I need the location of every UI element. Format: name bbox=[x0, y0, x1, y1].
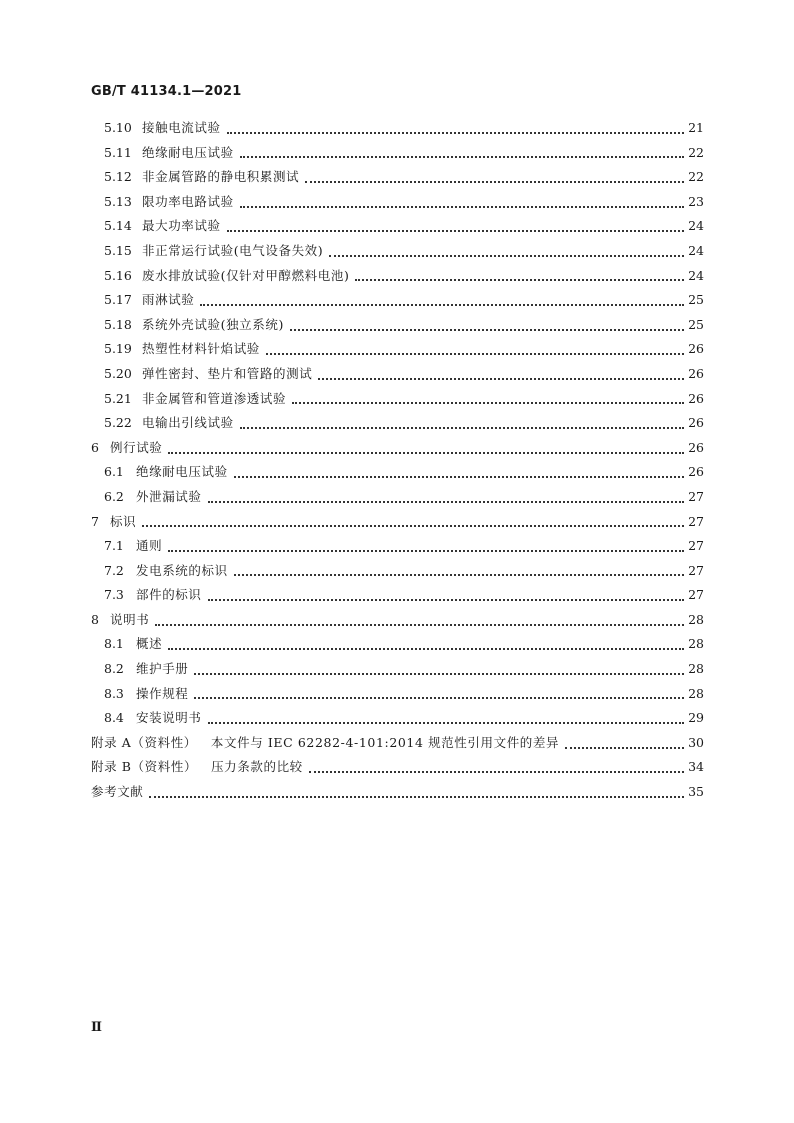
toc-entry-page: 26 bbox=[688, 464, 704, 480]
toc-entry-5-22[interactable] bbox=[0, 411, 794, 436]
toc-entry-title: 参考文献 bbox=[91, 784, 144, 800]
dot-leader bbox=[208, 500, 684, 503]
toc-entry-title: 操作规程 bbox=[136, 685, 189, 701]
dot-leader bbox=[149, 795, 684, 798]
toc-entry-5-10[interactable] bbox=[0, 116, 794, 141]
toc-entry-annex-b[interactable] bbox=[0, 755, 794, 780]
toc-entry-6[interactable] bbox=[0, 436, 794, 461]
toc-entry-page: 29 bbox=[688, 710, 704, 726]
toc-entry-page: 28 bbox=[688, 661, 704, 677]
toc-entry-title: 非金属管路的静电积累测试 bbox=[142, 169, 300, 185]
toc-entry-7-1[interactable] bbox=[0, 534, 794, 559]
toc-entry-title: 雨淋试验 bbox=[142, 292, 195, 308]
toc-entry-8-1[interactable] bbox=[0, 632, 794, 657]
toc-entry-number: 7.2 bbox=[104, 562, 124, 578]
toc-entry-page: 26 bbox=[688, 365, 704, 381]
toc-entry-8[interactable] bbox=[0, 608, 794, 633]
toc-entry-number: 7.1 bbox=[104, 538, 124, 554]
toc-entry-number: 5.17 bbox=[104, 292, 132, 308]
toc-entry-page: 25 bbox=[688, 292, 704, 308]
dot-leader bbox=[200, 303, 684, 306]
toc-entry-5-16[interactable] bbox=[0, 264, 794, 289]
toc-entry-number: 7 bbox=[91, 513, 99, 529]
dot-leader bbox=[292, 401, 684, 404]
toc-entry-5-13[interactable] bbox=[0, 190, 794, 215]
dot-leader bbox=[168, 549, 684, 552]
toc-entry-page: 23 bbox=[688, 193, 704, 209]
toc-annex-label: 附录 B（资料性） bbox=[91, 759, 198, 775]
toc-entry-8-3[interactable] bbox=[0, 682, 794, 707]
toc-entry-title: 系统外壳试验(独立系统) bbox=[142, 316, 284, 332]
toc-entry-page: 26 bbox=[688, 341, 704, 357]
toc-entry-5-21[interactable] bbox=[0, 387, 794, 412]
toc-entry-7[interactable] bbox=[0, 510, 794, 535]
standard-id-header: GB/T 41134.1—2021 bbox=[91, 84, 242, 99]
toc-entry-title: 通则 bbox=[136, 538, 163, 554]
toc-entry-number: 5.20 bbox=[104, 365, 132, 381]
toc-entry-title: 非金属管和管道渗透试验 bbox=[142, 390, 287, 406]
toc-entry-title: 维护手册 bbox=[136, 661, 189, 677]
dot-leader bbox=[227, 131, 684, 134]
toc-entry-bibliography[interactable] bbox=[0, 780, 794, 805]
toc-entry-title: 废水排放试验(仅针对甲醇燃料电池) bbox=[142, 267, 350, 283]
toc-entry-title: 限功率电路试验 bbox=[142, 193, 234, 209]
toc-entry-5-17[interactable] bbox=[0, 288, 794, 313]
toc-entry-title: 标识 bbox=[110, 513, 137, 529]
dot-leader bbox=[142, 524, 684, 527]
toc-entry-title: 压力条款的比较 bbox=[211, 759, 303, 775]
toc-entry-annex-a[interactable] bbox=[0, 731, 794, 756]
toc-entry-7-3[interactable] bbox=[0, 583, 794, 608]
dot-leader bbox=[240, 426, 684, 429]
dot-leader bbox=[168, 647, 684, 650]
toc-entry-title: 非正常运行试验(电气设备失效) bbox=[142, 242, 324, 258]
toc-entry-page: 25 bbox=[688, 316, 704, 332]
dot-leader bbox=[234, 475, 684, 478]
toc-entry-5-20[interactable] bbox=[0, 362, 794, 387]
toc-entry-title: 概述 bbox=[136, 636, 163, 652]
dot-leader bbox=[329, 254, 684, 257]
toc-entry-page: 24 bbox=[688, 242, 704, 258]
toc-entry-number: 5.16 bbox=[104, 267, 132, 283]
toc-entry-number: 8.1 bbox=[104, 636, 124, 652]
dot-leader bbox=[194, 672, 684, 675]
toc-entry-number: 5.15 bbox=[104, 242, 132, 258]
toc-entry-number: 7.3 bbox=[104, 587, 124, 603]
toc-entry-page: 34 bbox=[688, 759, 704, 775]
toc-entry-5-14[interactable] bbox=[0, 214, 794, 239]
toc-entry-number: 5.10 bbox=[104, 120, 132, 135]
dot-leader bbox=[565, 746, 684, 749]
toc-entry-title: 本文件与 IEC 62282-4-101:2014 规范性引用文件的差异 bbox=[210, 734, 560, 750]
dot-leader bbox=[309, 770, 684, 773]
toc-entry-number: 8.4 bbox=[104, 710, 124, 726]
dot-leader bbox=[168, 451, 684, 454]
toc-entry-6-2[interactable] bbox=[0, 485, 794, 510]
toc-entry-number: 8 bbox=[91, 611, 99, 627]
toc-entry-title: 发电系统的标识 bbox=[136, 562, 228, 578]
toc-entry-title: 电输出引线试验 bbox=[142, 415, 234, 431]
toc-entry-page: 21 bbox=[688, 120, 704, 135]
toc-annex-label: 附录 A（资料性） bbox=[91, 734, 197, 750]
toc-entry-title: 说明书 bbox=[110, 611, 150, 627]
toc-entry-title: 绝缘耐电压试验 bbox=[142, 144, 234, 160]
toc-entry-title: 部件的标识 bbox=[136, 587, 202, 603]
toc-entry-title: 例行试验 bbox=[110, 439, 163, 455]
dot-leader bbox=[318, 377, 684, 380]
toc-entry-page: 27 bbox=[688, 587, 704, 603]
page-number-roman: Ⅱ bbox=[91, 1020, 102, 1035]
toc-entry-number: 5.13 bbox=[104, 193, 132, 209]
toc-entry-number: 8.2 bbox=[104, 661, 124, 677]
dot-leader bbox=[266, 352, 684, 355]
toc-entry-title: 热塑性材料针焰试验 bbox=[142, 341, 260, 357]
toc-entry-title: 外泄漏试验 bbox=[136, 488, 202, 504]
toc-entry-page: 28 bbox=[688, 636, 704, 652]
dot-leader bbox=[194, 696, 684, 699]
dot-leader bbox=[290, 328, 684, 331]
toc-entry-number: 6 bbox=[91, 439, 99, 455]
toc-entry-page: 26 bbox=[688, 439, 704, 455]
toc-entry-page: 27 bbox=[688, 513, 704, 529]
toc-entry-page: 22 bbox=[688, 169, 704, 185]
toc-entry-title: 安装说明书 bbox=[136, 710, 202, 726]
dot-leader bbox=[305, 180, 684, 183]
toc-entry-page: 26 bbox=[688, 415, 704, 431]
toc-entry-page: 22 bbox=[688, 144, 704, 160]
toc-entry-7-2[interactable] bbox=[0, 559, 794, 584]
toc-entry-page: 28 bbox=[688, 611, 704, 627]
toc-entry-5-18[interactable] bbox=[0, 313, 794, 338]
dot-leader bbox=[208, 598, 684, 601]
toc-entry-page: 26 bbox=[688, 390, 704, 406]
toc-entry-8-4[interactable] bbox=[0, 706, 794, 731]
toc-entry-title: 接触电流试验 bbox=[142, 120, 221, 135]
toc-entry-number: 8.3 bbox=[104, 685, 124, 701]
dot-leader bbox=[208, 721, 684, 724]
dot-leader bbox=[240, 155, 684, 158]
toc-entry-number: 6.2 bbox=[104, 488, 124, 504]
toc-entry-number: 5.14 bbox=[104, 218, 132, 234]
toc-entry-5-19[interactable] bbox=[0, 337, 794, 362]
toc-entry-6-1[interactable] bbox=[0, 460, 794, 485]
toc-entry-5-11[interactable] bbox=[0, 141, 794, 166]
table-of-contents bbox=[0, 116, 794, 805]
toc-entry-number: 5.19 bbox=[104, 341, 132, 357]
toc-entry-page: 27 bbox=[688, 488, 704, 504]
dot-leader bbox=[355, 278, 684, 281]
toc-entry-page: 28 bbox=[688, 685, 704, 701]
toc-entry-number: 5.12 bbox=[104, 169, 132, 185]
toc-entry-number: 5.11 bbox=[104, 144, 132, 160]
toc-entry-number: 5.21 bbox=[104, 390, 132, 406]
dot-leader bbox=[227, 229, 684, 232]
toc-entry-page: 30 bbox=[688, 734, 704, 750]
toc-entry-5-12[interactable] bbox=[0, 165, 794, 190]
toc-entry-page: 35 bbox=[688, 784, 704, 800]
toc-entry-title: 绝缘耐电压试验 bbox=[136, 464, 228, 480]
toc-entry-page: 24 bbox=[688, 267, 704, 283]
toc-entry-page: 27 bbox=[688, 562, 704, 578]
toc-entry-page: 27 bbox=[688, 538, 704, 554]
toc-entry-page: 24 bbox=[688, 218, 704, 234]
toc-entry-number: 6.1 bbox=[104, 464, 124, 480]
toc-entry-title: 最大功率试验 bbox=[142, 218, 221, 234]
toc-entry-8-2[interactable] bbox=[0, 657, 794, 682]
toc-entry-title: 弹性密封、垫片和管路的测试 bbox=[142, 365, 313, 381]
toc-entry-5-15[interactable] bbox=[0, 239, 794, 264]
toc-entry-number: 5.22 bbox=[104, 415, 132, 431]
toc-entry-number: 5.18 bbox=[104, 316, 132, 332]
dot-leader bbox=[155, 623, 684, 626]
dot-leader bbox=[240, 205, 684, 208]
dot-leader bbox=[234, 573, 684, 576]
